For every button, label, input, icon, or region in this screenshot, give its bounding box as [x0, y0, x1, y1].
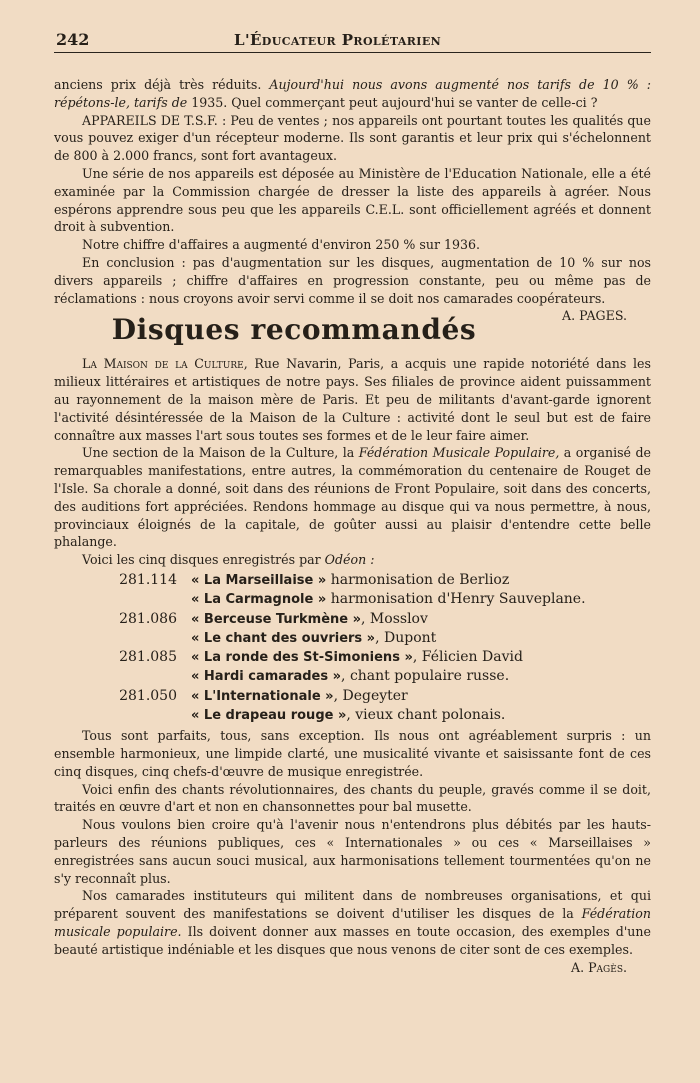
disc-track: « Berceuse Turkmène », Mosslov	[191, 610, 428, 627]
article-body	[54, 76, 651, 976]
song-title: « Le chant des ouvriers »	[191, 630, 376, 646]
song-title: « L'Internationale »	[191, 688, 334, 704]
signature: A. Pagès.	[570, 959, 627, 975]
disc-number: 281.114	[119, 571, 177, 588]
disc-track: « La Carmagnole » harmonisation d'Henry Sauveplane.	[191, 591, 586, 608]
paragraph-maison-culture: La Maison de la Culture, Rue Navarin, Paris, a acquis une rapide notoriété dans les milieux littéraires et artistiques de notre pays. Ses filiales de province aident puissamment au rayonnement de la maison mère de Paris. Et peu de militants d'avant-garde ignorent l'activité désintéressée de la Maison de la Culture : activité dont le seul but est de faire connaître aux masses l'art sous toutes ses formes et de le leur faire aimer.	[54, 356, 651, 443]
paragraph-prices: anciens prix déjà très réduits. Aujourd'hui nous avons augmenté nos tarifs de 10 % : répétons-le, tarifs de 1935. Quel commerçant peut aujourd'hui se vanter de celle-ci ?	[54, 77, 651, 110]
paragraph-praise: Tous sont parfaits, tous, sans exception. Ils nous ont agréablement surpris : un ensemble harmonieux, une limpide clarté, une musicalité vivante et saisissante font de ces cinq disques, cinq chefs-d'œuvre de musique enregistrée.	[54, 728, 651, 779]
song-title: « La Carmagnole »	[191, 592, 327, 608]
paragraph-tsf: APPAREILS DE T.S.F. : Peu de ventes ; nos appareils ont pourtant toutes les qualités que vous pouvez exiger d'un récepteur moderne. Ils sont garantis et leur prix qui s'échelonnent de 800 à 2.000 francs, sont fort avantageux.	[54, 112, 651, 164]
paragraph-teachers: Nos camarades instituteurs qui militent dans de nombreuses organisations, et qui préparent souvent des manifestations se doivent d'utiliser les disques de la Fédération musicale populaire. Ils doivent donner aux masses en toute occasion, des exemples d'une beauté artistique indéniable et les disques que nous venons de citer sont de ces exemples. A. Pagès.	[54, 888, 651, 975]
disc-item	[54, 610, 651, 649]
disc-number: 281.086	[119, 610, 177, 627]
page-header	[54, 28, 651, 53]
page-number: 242	[56, 30, 90, 49]
disc-track: « La Marseillaise » harmonisation de Berlioz	[191, 571, 510, 588]
lead-in: La Maison de la Culture,	[82, 356, 248, 372]
disc-item	[54, 571, 651, 610]
song-title: « Hardi camarades »	[191, 669, 342, 685]
paragraph-federation: Une section de la Maison de la Culture, la Fédération Musicale Populaire, a organisé de remarquables manifestations, entre autres, la commémoration du centenaire de Rouget de l'Isle. Sa chorale a donné, soit dans des réunions de Front Populaire, soit dans des concerts, des auditions fort appréciées. Rendons hommage au disque qui va nous permettre, à nous, provinciaux éloignés de la capitale, de goûter aussi au plaisir d'entendre cette belle phalange.	[54, 445, 651, 550]
song-title: « La Marseillaise »	[191, 572, 327, 588]
paragraph-odeon-intro: Voici les cinq disques enregistrés par Odéon :	[82, 552, 375, 568]
signature: A. PAGES.	[562, 308, 627, 324]
running-title: L'Éducateur Prolétarien	[234, 31, 442, 49]
paragraph-loudspeakers: Nous voulons bien croire qu'à l'avenir nous n'entendrons plus débités par les hauts-parleurs des réunions publiques, ces « Internationales » ou ces « Marseillaises » enregistrées sans aucun souci musical, aux harmonisations tellement tourmentées qu'on ne s'y reconnaît plus.	[54, 817, 651, 886]
disc-track: « Hardi camarades », chant populaire russe.	[191, 668, 510, 685]
paragraph-ministry: Une série de nos appareils est déposée au Ministère de l'Education Nationale, elle a été examinée par la Commission chargée de dresser la liste des appareils à agréer. Nous espérons apprendre sous peu que les appareils C.E.L. sont officiellement agréés et donnent droit à subvention.	[54, 165, 651, 235]
disc-track: « La ronde des St-Simoniens », Félicien David	[191, 649, 523, 666]
song-title: « Berceuse Turkmène »	[191, 611, 362, 627]
disc-number: 281.050	[119, 687, 177, 704]
disc-track: « Le chant des ouvriers », Dupont	[191, 629, 437, 646]
disc-list	[54, 571, 651, 725]
paragraph-conclusion: En conclusion : pas d'augmentation sur les disques, augmentation de 10 % sur nos divers appareils ; chiffre d'affaires en progression constante, peu ou même pas de réclamations : nous croyons avoir servi comme il se doit nos camarades coopérateurs. A. PAGES.	[54, 254, 651, 324]
disc-track: « Le drapeau rouge », vieux chant polonais.	[191, 707, 506, 723]
paragraph-revolutionary-songs: Voici enfin des chants révolutionnaires, des chants du peuple, gravés comme il se doit, traités en œuvre d'art et non en chansonnettes pour bal musette.	[54, 781, 651, 815]
song-title: « Le drapeau rouge »	[191, 708, 347, 723]
disc-number: 281.085	[119, 649, 177, 666]
disc-item	[54, 687, 651, 726]
disc-item	[54, 648, 651, 687]
disc-track: « L'Internationale », Degeyter	[191, 687, 408, 704]
song-title: « La ronde des St-Simoniens »	[191, 650, 413, 666]
section-title: Disques recommandés	[111, 313, 477, 347]
paragraph-turnover: Notre chiffre d'affaires a augmenté d'environ 250 % sur 1936.	[82, 237, 481, 253]
